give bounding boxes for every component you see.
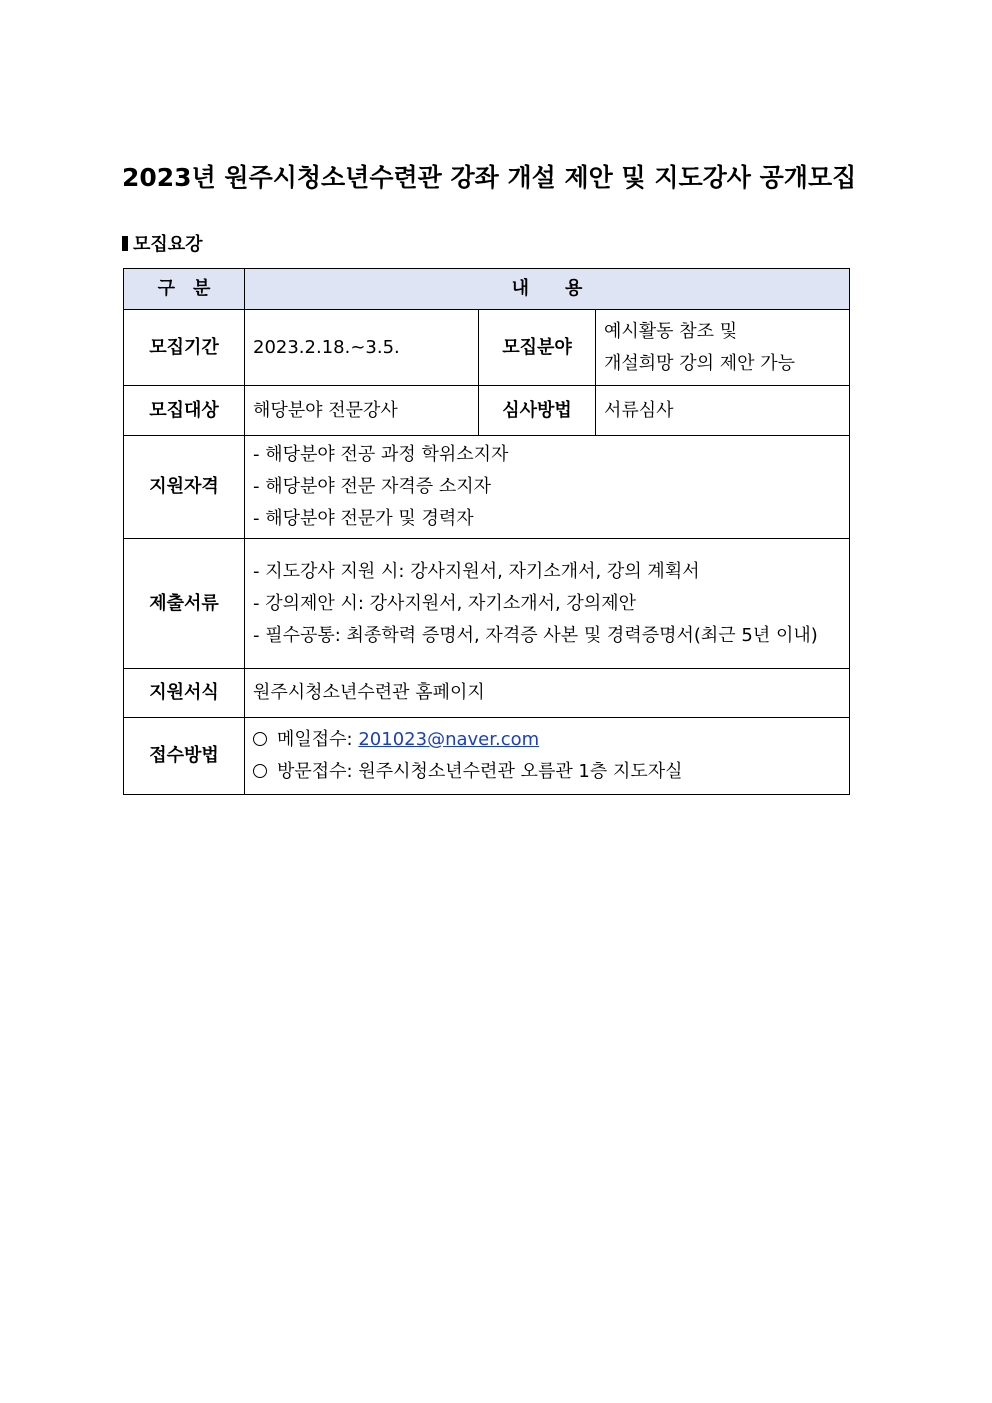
table-header-row [124, 269, 850, 310]
table-row [124, 718, 850, 795]
list-item: - 지도강사 지원 시: 강사지원서, 자기소개서, 강의 계획서 [253, 560, 700, 582]
circle-bullet-icon [253, 732, 267, 746]
qualification-label: 지원자격 [124, 436, 245, 539]
list-item: - 해당분야 전문가 및 경력자 [253, 508, 474, 529]
header-category: 구 분 [124, 269, 245, 310]
table-row [124, 669, 850, 718]
table-row [124, 436, 850, 539]
field-label: 모집분야 [479, 310, 596, 386]
submit-value [245, 718, 850, 795]
submit-visit-line [253, 756, 841, 788]
field-value-line: 개설희망 강의 제안 가능 [604, 352, 796, 374]
qualification-value [245, 436, 850, 539]
field-value [596, 310, 850, 386]
list-item: - 강의제안 시: 강사지원서, 자기소개서, 강의제안 [253, 592, 636, 614]
table-row [124, 310, 850, 386]
form-label: 지원서식 [124, 669, 245, 718]
section-heading-label: 모집요강 [133, 234, 203, 255]
documents-value [245, 539, 850, 669]
recruitment-table [123, 268, 850, 795]
page-title: 2023년 원주시청소년수련관 강좌 개설 제안 및 지도강사 공개모집 [122, 163, 857, 192]
section-heading [122, 230, 203, 256]
submit-label: 접수방법 [124, 718, 245, 795]
circle-bullet-icon [253, 764, 267, 778]
square-bullet-icon [122, 236, 128, 251]
review-value: 서류심사 [596, 386, 850, 436]
list-item: - 해당분야 전공 과정 학위소지자 [253, 444, 509, 465]
table-row [124, 386, 850, 436]
field-value-line: 예시활동 참조 및 [604, 320, 738, 342]
period-value: 2023.2.18.~3.5. [245, 310, 479, 386]
header-content: 내 용 [245, 269, 850, 310]
target-label: 모집대상 [124, 386, 245, 436]
target-value: 해당분야 전문강사 [245, 386, 479, 436]
review-label: 심사방법 [479, 386, 596, 436]
submit-email-prefix: 메일접수: [277, 729, 353, 750]
form-value: 원주시청소년수련관 홈페이지 [245, 669, 850, 718]
email-link[interactable]: 201023@naver.com [358, 729, 540, 750]
list-item: - 필수공통: 최종학력 증명서, 자격증 사본 및 경력증명서(최근 5년 이내) [253, 624, 818, 646]
submit-email-line [253, 724, 841, 756]
table-row [124, 539, 850, 669]
documents-label: 제출서류 [124, 539, 245, 669]
submit-visit-text: 방문접수: 원주시청소년수련관 오름관 1층 지도자실 [277, 761, 683, 782]
period-label: 모집기간 [124, 310, 245, 386]
list-item: - 해당분야 전문 자격증 소지자 [253, 476, 492, 497]
